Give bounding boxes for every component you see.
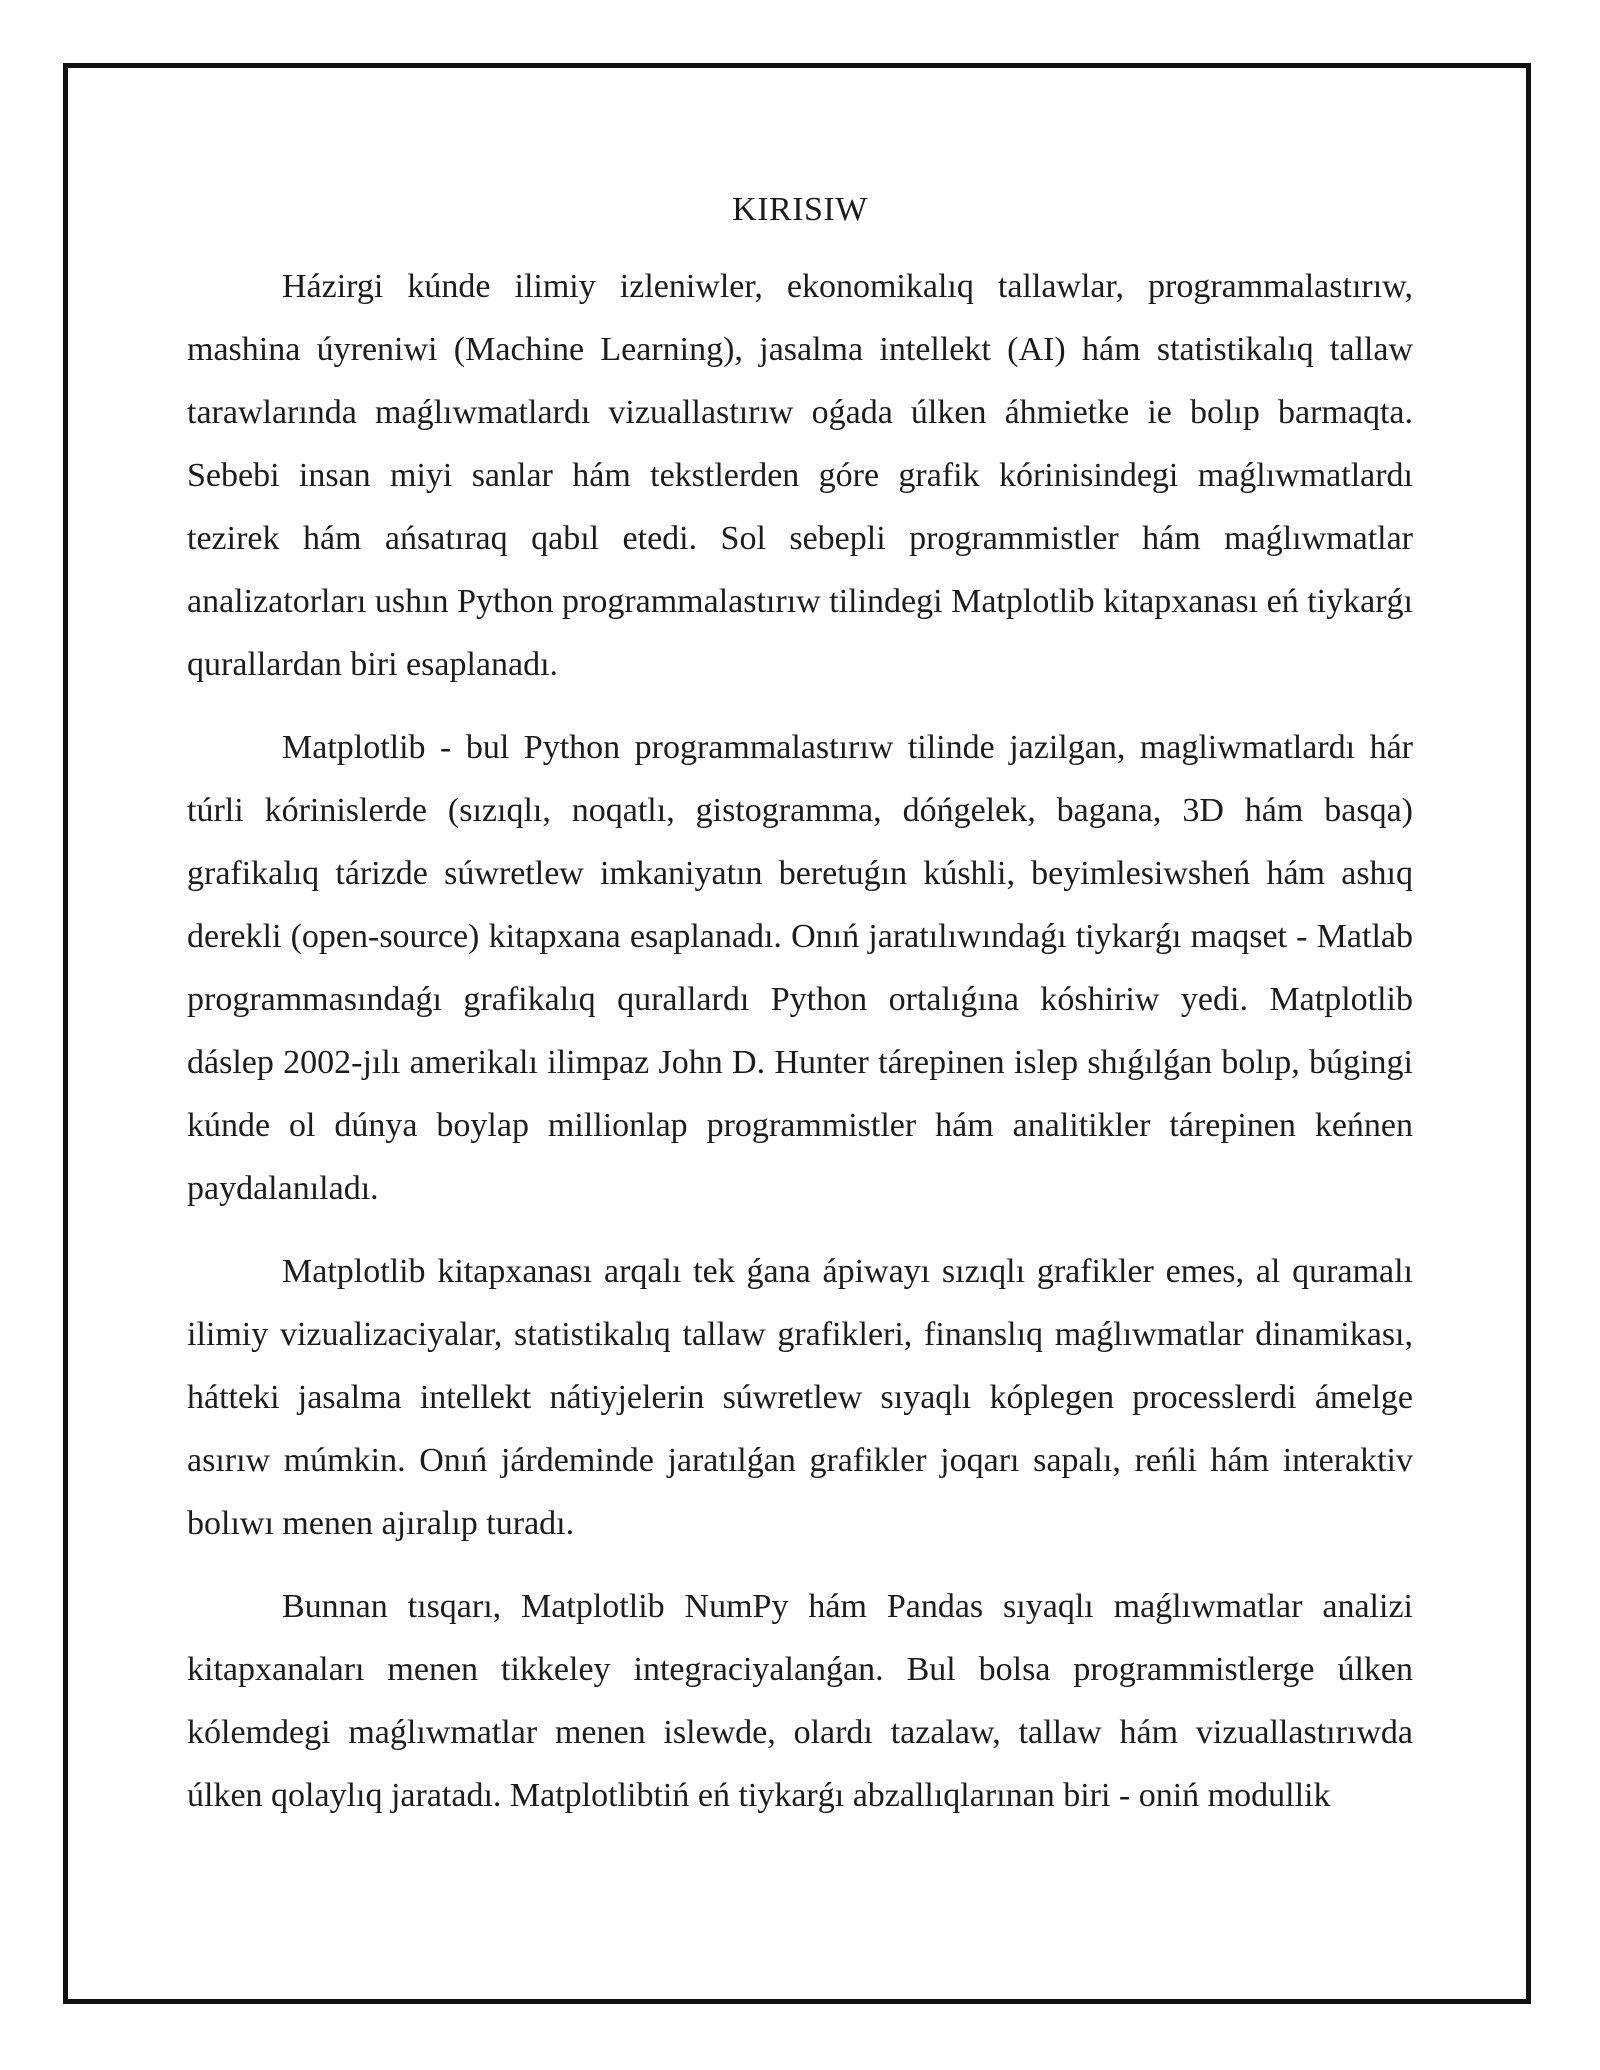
paragraph-1: Házirgi kúnde ilimiy izleniwler, ekonomikalıq tallawlar, programmalastırıw, mashina úyreniwi (Machine Learning), jasalma intellekt (AI) hám statistikalıq tallaw tarawlarında maǵlıwmatlardı vizuallastırıw oǵada úlken áhmietke ie bolıp barmaqta. Sebebi insan miyi sanlar hám tekstlerden góre grafik kórinisindegi maǵlıwmatlardı tezirek hám ańsatıraq qabıl etedi. Sol sebepli programmistler hám maǵlıwmatlar analizatorları ushın Python programmalastırıw tilindegi Matplotlib kitapxanası eń tiykarǵı qurallardan biri esaplanadı. bbox=[187, 268, 1413, 683]
paragraph-2: Matplotlib - bul Python programmalastırıw tilinde jazilgan, magliwmatlardı hár túrli kórinislerde (sızıqlı, noqatlı, gistogramma, dóńgelek, bagana, 3D hám basqa) grafikalıq tárizde súwretlew imkaniyatın beretuǵın kúshli, beyimlesiwsheń hám ashıq derekli (open-source) kitapxana esaplanadı. Onıń jaratılıwındaǵı tiykarǵı maqset - Matlab programmasındaǵı grafikalıq qurallardı Python ortalıǵına kóshiriw yedi. Matplotlib dáslep 2002-jılı amerikalı ilimpaz John D. Hunter tárepinen islep shıǵılǵan bolıp, búgingi kúnde ol dúnya boylap millionlap programmistler hám analitikler tárepinen keńnen paydalanıladı. bbox=[187, 729, 1413, 1207]
document-title: KIRISIW bbox=[732, 191, 868, 228]
paragraph-3: Matplotlib kitapxanası arqalı tek ǵana ápiwayı sızıqlı grafikler emes, al quramalı ilimiy vizualizaciyalar, statistikalıq tallaw grafikleri, finanslıq maǵlıwmatlar dinamikası, hátteki jasalma intellekt nátiyjelerin súwretlew sıyaqlı kóplegen processlerdi ámelge asırıw múmkin. Onıń járdeminde jaratılǵan grafikler joqarı sapalı, reńli hám interaktiv bolıwı menen ajıralıp turadı. bbox=[187, 1253, 1413, 1542]
document-body bbox=[187, 185, 1413, 1847]
paragraph-4: Bunnan tısqarı, Matplotlib NumPy hám Pandas sıyaqlı maǵlıwmatlar analizi kitapxanaları menen tikkeley integraciyalanǵan. Bul bolsa programmistlerge úlken kólemdegi maǵlıwmatlar menen islewde, olardı tazalaw, tallaw hám vizuallastırıwda úlken qolaylıq jaratadı. Matplotlibtiń eń tiykarǵı abzallıqlarınan biri - oniń modullik bbox=[187, 1588, 1413, 1814]
